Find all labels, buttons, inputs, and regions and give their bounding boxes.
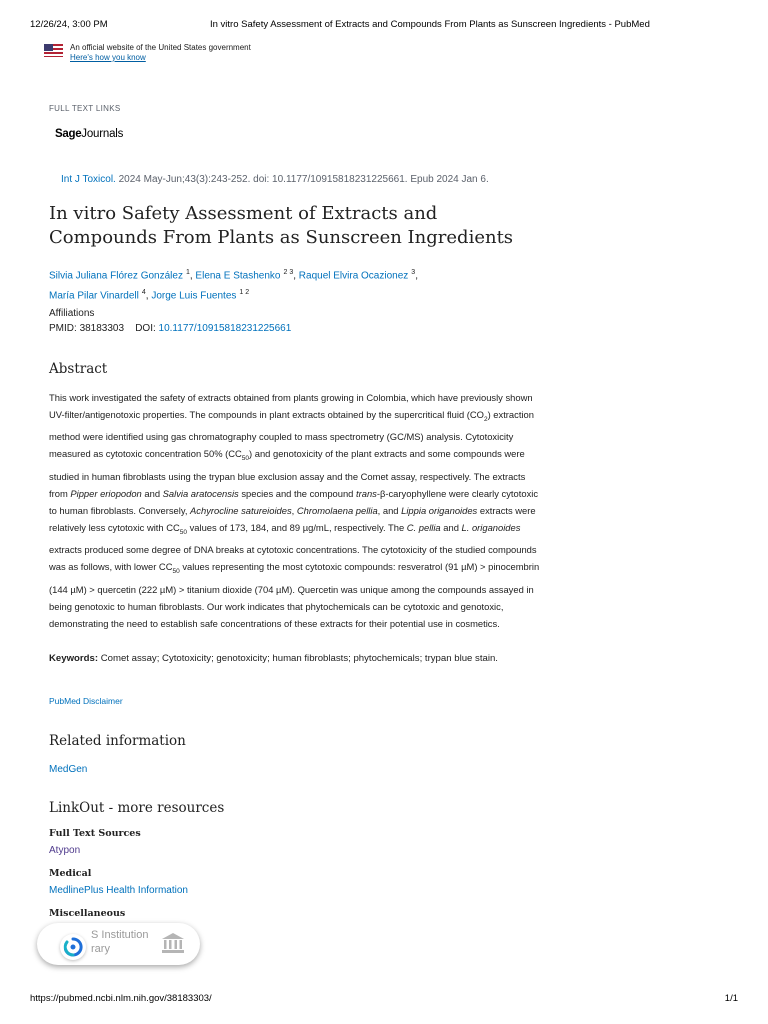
sage-logo-rest: Journals <box>81 128 124 140</box>
author-affil-ref[interactable]: 1 2 <box>239 289 250 297</box>
atypon-link[interactable]: Atypon <box>49 845 81 856</box>
libkey-badge-icon[interactable] <box>60 934 86 960</box>
citation <box>61 174 489 185</box>
medlineplus-link[interactable]: MedlinePlus Health Information <box>49 885 188 896</box>
author-link[interactable]: Silvia Juliana Flórez González <box>49 270 183 282</box>
full-text-sources-heading: Full Text Sources <box>49 828 141 839</box>
author-affil-ref[interactable]: 3 <box>411 269 416 276</box>
author-affil-ref[interactable]: 1 <box>185 269 190 276</box>
print-page-number: 1/1 <box>724 993 738 1004</box>
gov-banner <box>44 43 251 62</box>
print-url: https://pubmed.ncbi.nlm.nih.gov/38183303/ <box>30 993 212 1004</box>
library-building-icon <box>161 932 185 959</box>
sage-logo-bold: Sage <box>55 128 82 140</box>
keywords-list: Comet assay; Cytotoxicity; genotoxicity; human fibroblasts; phytochemicals; trypan blue stain. <box>98 653 498 664</box>
full-text-links-label: FULL TEXT LINKS <box>49 104 121 113</box>
heres-how-you-know-link[interactable]: Here's how you know <box>70 53 146 62</box>
miscellaneous-heading: Miscellaneous <box>49 908 126 919</box>
affiliations-toggle[interactable]: Affiliations <box>49 308 95 319</box>
keywords <box>49 651 541 668</box>
keywords-label: Keywords: <box>49 653 99 664</box>
journal-link[interactable]: Int J Toxicol. <box>61 174 116 185</box>
medgen-link[interactable]: MedGen <box>49 764 88 775</box>
author-link[interactable]: Jorge Luis Fuentes <box>151 290 237 302</box>
medical-heading: Medical <box>49 868 92 879</box>
abstract-heading: Abstract <box>49 361 108 377</box>
sage-journals-link[interactable] <box>55 128 123 140</box>
print-page-title: In vitro Safety Assessment of Extracts and Compounds From Plants as Sunscreen Ingredients - PubMed <box>210 19 650 30</box>
gov-banner-text: An official website of the United States government <box>70 43 251 52</box>
institution-widget-line1: S Institution <box>91 929 149 941</box>
linkout-heading: LinkOut - more resources <box>49 800 225 816</box>
author-affil-ref[interactable]: 4 <box>141 289 146 297</box>
article-ids <box>49 323 291 334</box>
author-affil-ref[interactable]: 2 3 <box>283 269 294 276</box>
doi-link[interactable]: 10.1177/10915818231225661 <box>158 323 292 334</box>
pmid-label: PMID: <box>49 323 77 334</box>
author-link[interactable]: María Pilar Vinardell <box>49 290 139 302</box>
author-link[interactable]: Elena E Stashenko <box>195 270 281 282</box>
institution-widget[interactable] <box>37 923 200 965</box>
us-flag-icon <box>44 44 63 57</box>
pmid-value: 38183303 <box>79 323 125 334</box>
citation-details: 2024 May-Jun;43(3):243-252. doi: 10.1177/10915818231225661. Epub 2024 Jan 6. <box>115 174 489 185</box>
doi-label: DOI: <box>135 323 156 334</box>
pubmed-disclaimer-link[interactable]: PubMed Disclaimer <box>49 696 123 706</box>
article-title: In vitro Safety Assessment of Extracts and Compounds From Plants as Sunscreen Ingredients <box>49 203 514 248</box>
print-datetime: 12/26/24, 3:00 PM <box>30 19 108 30</box>
author-list: Silvia Juliana Flórez González $^1$, Elena E Stashenko $^{2 3}$, Raquel Elvira Ocazionez $^3$, María Pilar Vinardell $^4$, Jorge Luis Fuentes $^{1 2}$ <box>49 269 418 302</box>
abstract-text: This work investigated the safety of extracts obtained from plants growing in Colombia, which have previously shown UV-filter/antigenotoxic properties. The compounds in plant extracts obtained by the supercritical fluid $(CO_2)$ extraction method were identified using gas chromatography coupled to mass spectrometry (GC/MS) analysis. Cytotoxicity measured as cytotoxic concentration 50% $(CC_{50})$ and genotoxicity of the plant extracts and some compounds were studied in human fibroblasts using the trypan blue exclusion assay and the Comet assay, respectively. The extracts from Pipper eriopodon and Salvia aratocensis species and the compound trans-β-caryophyllene were clearly cytotoxic to human fibroblasts. Conversely, Achyrocline satureioides, Chromolaena pellia, and Lippia origanoides extracts were relatively less cytotoxic with $CC_{50}$ values of 173, 184, and 89 µg/mL, respectively. The C. pellia and L. origanoides extracts produced some degree of DNA breaks at cytotoxic concentrations. The cytotoxicity of the studied compounds was as follows, with lower $CC_{50}$ values representing the most cytotoxic compounds: resveratrol (91 µM) > pinocembrin (144 µM) > quercetin (222 µM) > titanium dioxide (704 µM). Quercetin was unique among the compounds assayed in being genotoxic to human fibroblasts. Our work indicates that phytochemicals can be cytotoxic and genotoxic, demonstrating the need to establish safe concentrations of these extracts for their potential use in cosmetics. <box>49 392 540 629</box>
institution-widget-line2: rary <box>91 943 110 955</box>
related-information-heading: Related information <box>49 733 186 749</box>
institution-widget-text <box>91 928 148 956</box>
author-link[interactable]: Raquel Elvira Ocazionez <box>298 270 409 282</box>
